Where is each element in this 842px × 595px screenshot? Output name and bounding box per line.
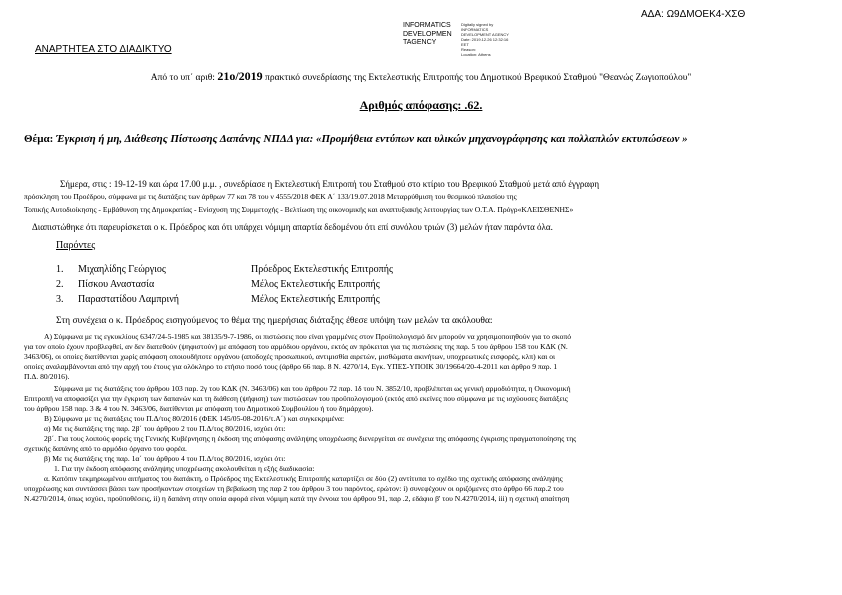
stamp-detail: Date: 2019.12.26 12:32:16 (461, 37, 509, 42)
minutes-suffix: πρακτικό συνεδρίασης της Εκτελεστικής Επιτροπής του Δημοτικού Βρεφικού Σταθμού "Θεανώς Ζωγιοπούλου" (265, 73, 692, 83)
meeting-line-3: Τοπικής Αυτοδιοίκησης - Εμβάθυνση της Δημοκρατίας - Ενίσχυση της Συμμετοχής - Βελτίωση της οικονομικής και αναπτυξιακής λειτουργίας των Ο.Τ.Α. Πρόγρ«ΚΛΕΙΣΘΕΝΗΣ» (24, 205, 574, 214)
subject (24, 132, 824, 147)
stamp-line: INFORMATICS (403, 22, 451, 29)
body-line: Σύμφωνα με τις διατάξεις του άρθρου 103 παρ. 2γ του ΚΔΚ (Ν. 3463/06) και του άρθρου 72 παρ. 1δ του Ν. 3852/10, προβλέπεται ως γενική αρμοδιότητα, η Οικονομική (54, 384, 571, 393)
body-line: του άρθρου 158 παρ. 3 & 4 του Ν. 3463/06, διατίθενται με απόφαση του Δημοτικού Συμβουλίου ή του δημάρχου). (24, 404, 374, 413)
minutes-number: 21ο/2019 (217, 69, 263, 83)
body-line: β) Με τις διατάξεις της παρ. 1α΄ του άρθρου 4 του Π.Δ/τος 80/2016, ισχύει ότι: (44, 454, 286, 463)
minutes-prefix: Από το υπ΄ αριθ: (150, 73, 215, 83)
body-line: Π.Δ. 80/2016). (24, 372, 70, 381)
body-line: οποίες αναλαμβάνονται από την αρχή του έτους για ολόκληρο το ετήσιο ποσό τους (άρθρο 66 παρ. 8 Ν. 4270/14, Εγκ. ΥΠΕΣ-ΥΠΟΙΚ 30/19664/20-4-2011 και άρθρο 9 παρ. 1 (24, 362, 558, 371)
stamp-line: DEVELOPMEN (403, 30, 452, 38)
member-name: Μιχαηλίδης Γεώργιος (78, 264, 166, 275)
stamp-detail: EET (461, 42, 469, 47)
attendees-title: Παρόντες (56, 240, 96, 251)
quorum-statement: Διαπιστώθηκε ότι παρευρίσκεται ο κ. Πρόεδρος και ότι υπάρχει νόμιμη απαρτία δεδομένου ότι επί συνόλου τριών (3) μελών ήταν παρόντα όλα. (32, 222, 553, 232)
section-b (24, 384, 824, 414)
member-role: Πρόεδρος Εκτελεστικής Επιτροπής (251, 264, 393, 275)
member-name: Παραστατίδου Λαμπρινή (78, 294, 179, 305)
section-c (24, 414, 824, 504)
body-line: υποχρέωσης και συντάσσει βάσει των προσήκοντων στοιχείων τη βεβαίωση της παρ 2 του άρθρου 3 του παρόντος, ερώτον: i) συνεφέχουν οι οριζόμενες στο άρθρο 66 παρ.2 του (24, 484, 564, 493)
decision-number: Αριθμός απόφασης: .62. (359, 98, 483, 112)
stamp-detail: Reason: (461, 47, 476, 52)
member-number: 1. (56, 264, 64, 275)
body-line: α. Κατόπιν τεκμηριωμένου αιτήματος του διατάκτη, ο Πρόεδρος της Εκτελεστικής Επιτροπής καταρτίζει σε δύο (2) αντίτυπα το σχέδιο της σχετικής απόφασης ανάληψης (44, 474, 563, 483)
body-line: σχετικής δαπάνης από το αρμόδιο όργανο του φορέα. (24, 444, 187, 453)
body-line: 2β΄. Για τους λοιπούς φορείς της Γενικής Κυβέρνησης η έκδοση της απόφασης ανάληψης υποχρέωσης διενεργείται σε συνέχεια της απόφασης έγκρισης πραγματοποίησης της (44, 434, 577, 443)
signature-stamp-details (461, 22, 509, 57)
meeting-line-1: Σήμερα, στις : 19-12-19 και ώρα 17.00 μ.μ. , συνεδρίασε η Εκτελεστική Επιτροπή του Σταθμού στο κτίριο του Βρεφικού Σταθμού μετά από έγγραφη (60, 179, 600, 189)
stamp-detail: DEVELOPMENT AGENCY (461, 32, 509, 37)
ada-code: ΑΔΑ: Ω9ΔΜΟΕΚ4-ΧΣΘ (641, 9, 746, 20)
member-role: Μέλος Εκτελεστικής Επιτροπής (251, 279, 380, 290)
stamp-detail: INFORMATICS (461, 27, 489, 32)
body-line: Β) Σύμφωνα με τις διατάξεις του Π.Δ/τος 80/2016 (ΦΕΚ 145/05-08-2016/τ.Α΄) και συγκεκριμένα: (44, 414, 345, 423)
publish-online-label: ΑΝΑΡΤΗΤΕΑ ΣΤΟ ΔΙΑΔΙΚΤΥΟ (35, 44, 172, 55)
section-a (24, 332, 824, 382)
body-line: Ν.4270/2014, όπως ισχύει, προϋποθέσεις, ii) η δαπάνη στην οποία αφορά είναι νόμιμη κατά την έννοια του άρθρου 91, παρ .2, εδάφιο β' του Ν.4270/2014, iii) η σχετική απαίτηση (24, 494, 570, 503)
stamp-detail: Location: Athens (461, 52, 491, 57)
member-number: 2. (56, 279, 64, 290)
introduction: Στη συνέχεια ο κ. Πρόεδρος εισηγούμενος το θέμα της ημερήσιας διάταξης έθεσε υπόψη των μελών τα ακόλουθα: (56, 316, 493, 326)
meeting-line-2: πρόσκληση του Προέδρου, σύμφωνα με τις διατάξεις των άρθρων 77 και 78 του ν 4555/2018 ΦΕΚ Α΄ 133/19.07.2018 Μεταρρύθμιση του θεσμικού πλαισίου της (24, 192, 517, 201)
body-line: Επιτροπή να αποφασίζει για την έγκριση των δαπανών και τη διάθεση (ψήφιση) των πιστώσεων του προϋπολογισμού (εκτός από εκείνες που σύμφωνα με τις ισχύουσες διατάξεις (24, 394, 568, 403)
member-name: Πίσκου Αναστασία (78, 279, 155, 290)
signature-stamp-label (403, 22, 452, 48)
minutes-reference (0, 69, 842, 84)
subject-text: Έγκριση ή μη, Διάθεσης Πίστωσης Δαπάνης ΝΠΔΔ για: «Προμήθεια εντύπων και υλικών μηχανογράφησης και πολλαπλών εκτυπώσεων » (56, 133, 688, 145)
body-line: Α) Σύμφωνα με τις εγκυκλίους 6347/24-5-1985 και 38135/9-7-1986, οι πιστώσεις που είναι γραμμένες στον Προϋπολογισμό δεν μπορούν να χρησιμοποιηθούν για το σκοπό (44, 332, 572, 341)
subject-label: Θέμα: (24, 133, 54, 145)
stamp-detail: Digitally signed by (461, 22, 494, 27)
body-line: 3463/06), οι οποίες διατίθενται χωρίς απόφαση οποιουδήποτε οργάνου (αποδοχές προσωπικού, αντιμισθία αιρετών, μισθώματα ακινήτων, υποχρεωτικές εισφορές, κλπ) και οι (24, 352, 556, 361)
member-number: 3. (56, 294, 64, 305)
member-role: Μέλος Εκτελεστικής Επιτροπής (251, 294, 380, 305)
stamp-line: TAGENCY (403, 39, 437, 46)
body-line: α) Με τις διατάξεις της παρ. 2β΄ του άρθρου 2 του Π.Δ/τος 80/2016, ισχύει ότι: (44, 424, 286, 433)
body-line: 1. Για την έκδοση απόφασης ανάληψης υποχρέωσης ακολουθείται η εξής διαδικασία: (54, 464, 315, 473)
body-line: για τον οποίο έχουν προβλεφθεί, αν δεν διατεθούν (ψηφιστούν) με απόφαση του αρμόδιου οργάνου, εκτός αν πρόκειται για τις πιστώσεις της παρ. 5 του άρθρου 158 του ΚΔΚ (Ν. (24, 342, 568, 351)
